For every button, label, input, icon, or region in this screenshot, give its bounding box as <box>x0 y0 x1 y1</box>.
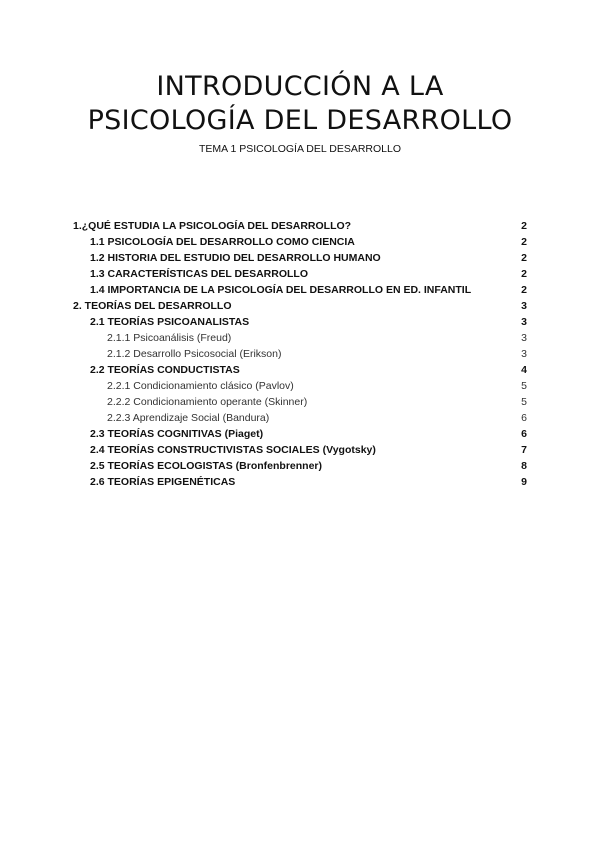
toc-entry-page-number: 9 <box>521 476 527 488</box>
document-subtitle: TEMA 1 PSICOLOGÍA DEL DESARROLLO <box>198 143 402 155</box>
toc-entry[interactable] <box>0 410 600 426</box>
title-line-1: INTRODUCCIÓN A LA <box>156 71 444 102</box>
toc-entry-page-number: 2 <box>521 284 527 296</box>
toc-entry-page-number: 2 <box>521 252 527 264</box>
toc-entry-page-number: 5 <box>521 380 527 392</box>
toc-entry-label: 2.6 TEORÍAS EPIGENÉTICAS <box>90 476 236 488</box>
title-line-2: PSICOLOGÍA DEL DESARROLLO <box>87 105 513 136</box>
toc-entry-label: 2.4 TEORÍAS CONSTRUCTIVISTAS SOCIALES (Vygotsky) <box>90 444 376 456</box>
toc-entry-label: 2.5 TEORÍAS ECOLOGISTAS (Bronfenbrenner) <box>90 460 322 472</box>
table-of-contents <box>0 218 600 490</box>
toc-entry-page-number: 7 <box>521 444 527 456</box>
toc-entry-page-number: 2 <box>521 268 527 280</box>
toc-entry[interactable] <box>0 314 600 330</box>
toc-entry[interactable] <box>0 250 600 266</box>
toc-entry-page-number: 3 <box>521 316 527 328</box>
toc-entry[interactable] <box>0 474 600 490</box>
toc-entry[interactable] <box>0 346 600 362</box>
toc-entry-label: 1.4 IMPORTANCIA DE LA PSICOLOGÍA DEL DESARROLLO EN ED. INFANTIL <box>90 284 472 296</box>
toc-entry-label: 1.1 PSICOLOGÍA DEL DESARROLLO COMO CIENCIA <box>90 236 355 248</box>
toc-entry-label: 2.1.1 Psicoanálisis (Freud) <box>107 332 232 344</box>
toc-entry[interactable] <box>0 234 600 250</box>
toc-entry[interactable] <box>0 218 600 234</box>
toc-entry-label: 2.1.2 Desarrollo Psicosocial (Erikson) <box>107 348 282 360</box>
toc-entry[interactable] <box>0 282 600 298</box>
toc-entry-page-number: 8 <box>521 460 527 472</box>
toc-entry-label: 2.3 TEORÍAS COGNITIVAS (Piaget) <box>90 428 264 440</box>
toc-entry[interactable] <box>0 458 600 474</box>
toc-entry[interactable] <box>0 362 600 378</box>
toc-entry-label: 1.3 CARACTERÍSTICAS DEL DESARROLLO <box>90 268 308 280</box>
toc-entry-page-number: 5 <box>521 396 527 408</box>
toc-entry[interactable] <box>0 330 600 346</box>
toc-entry-label: 1.2 HISTORIA DEL ESTUDIO DEL DESARROLLO HUMANO <box>90 252 381 264</box>
toc-entry-label: 2.2 TEORÍAS CONDUCTISTAS <box>90 364 240 376</box>
toc-entry-label: 2.2.2 Condicionamiento operante (Skinner) <box>107 396 308 408</box>
toc-entry-page-number: 3 <box>521 332 527 344</box>
toc-entry-label: 2.1 TEORÍAS PSICOANALISTAS <box>90 316 250 328</box>
toc-entry-label: 2.2.1 Condicionamiento clásico (Pavlov) <box>107 380 294 392</box>
document-title <box>0 70 600 138</box>
toc-entry[interactable] <box>0 426 600 442</box>
toc-entry-page-number: 3 <box>521 300 527 312</box>
toc-entry-label: 2.2.3 Aprendizaje Social (Bandura) <box>107 412 270 424</box>
toc-entry-page-number: 3 <box>521 348 527 360</box>
toc-entry-page-number: 6 <box>521 428 527 440</box>
toc-entry[interactable] <box>0 298 600 314</box>
toc-entry[interactable] <box>0 266 600 282</box>
toc-entry-label: 1.¿QUÉ ESTUDIA LA PSICOLOGÍA DEL DESARROLLO? <box>73 220 352 232</box>
toc-entry-label: 2. TEORÍAS DEL DESARROLLO <box>73 300 232 312</box>
toc-entry[interactable] <box>0 394 600 410</box>
toc-entry-page-number: 4 <box>521 364 527 376</box>
toc-entry-page-number: 2 <box>521 220 527 232</box>
toc-entry-page-number: 2 <box>521 236 527 248</box>
toc-entry[interactable] <box>0 378 600 394</box>
toc-entry[interactable] <box>0 442 600 458</box>
toc-entry-page-number: 6 <box>521 412 527 424</box>
